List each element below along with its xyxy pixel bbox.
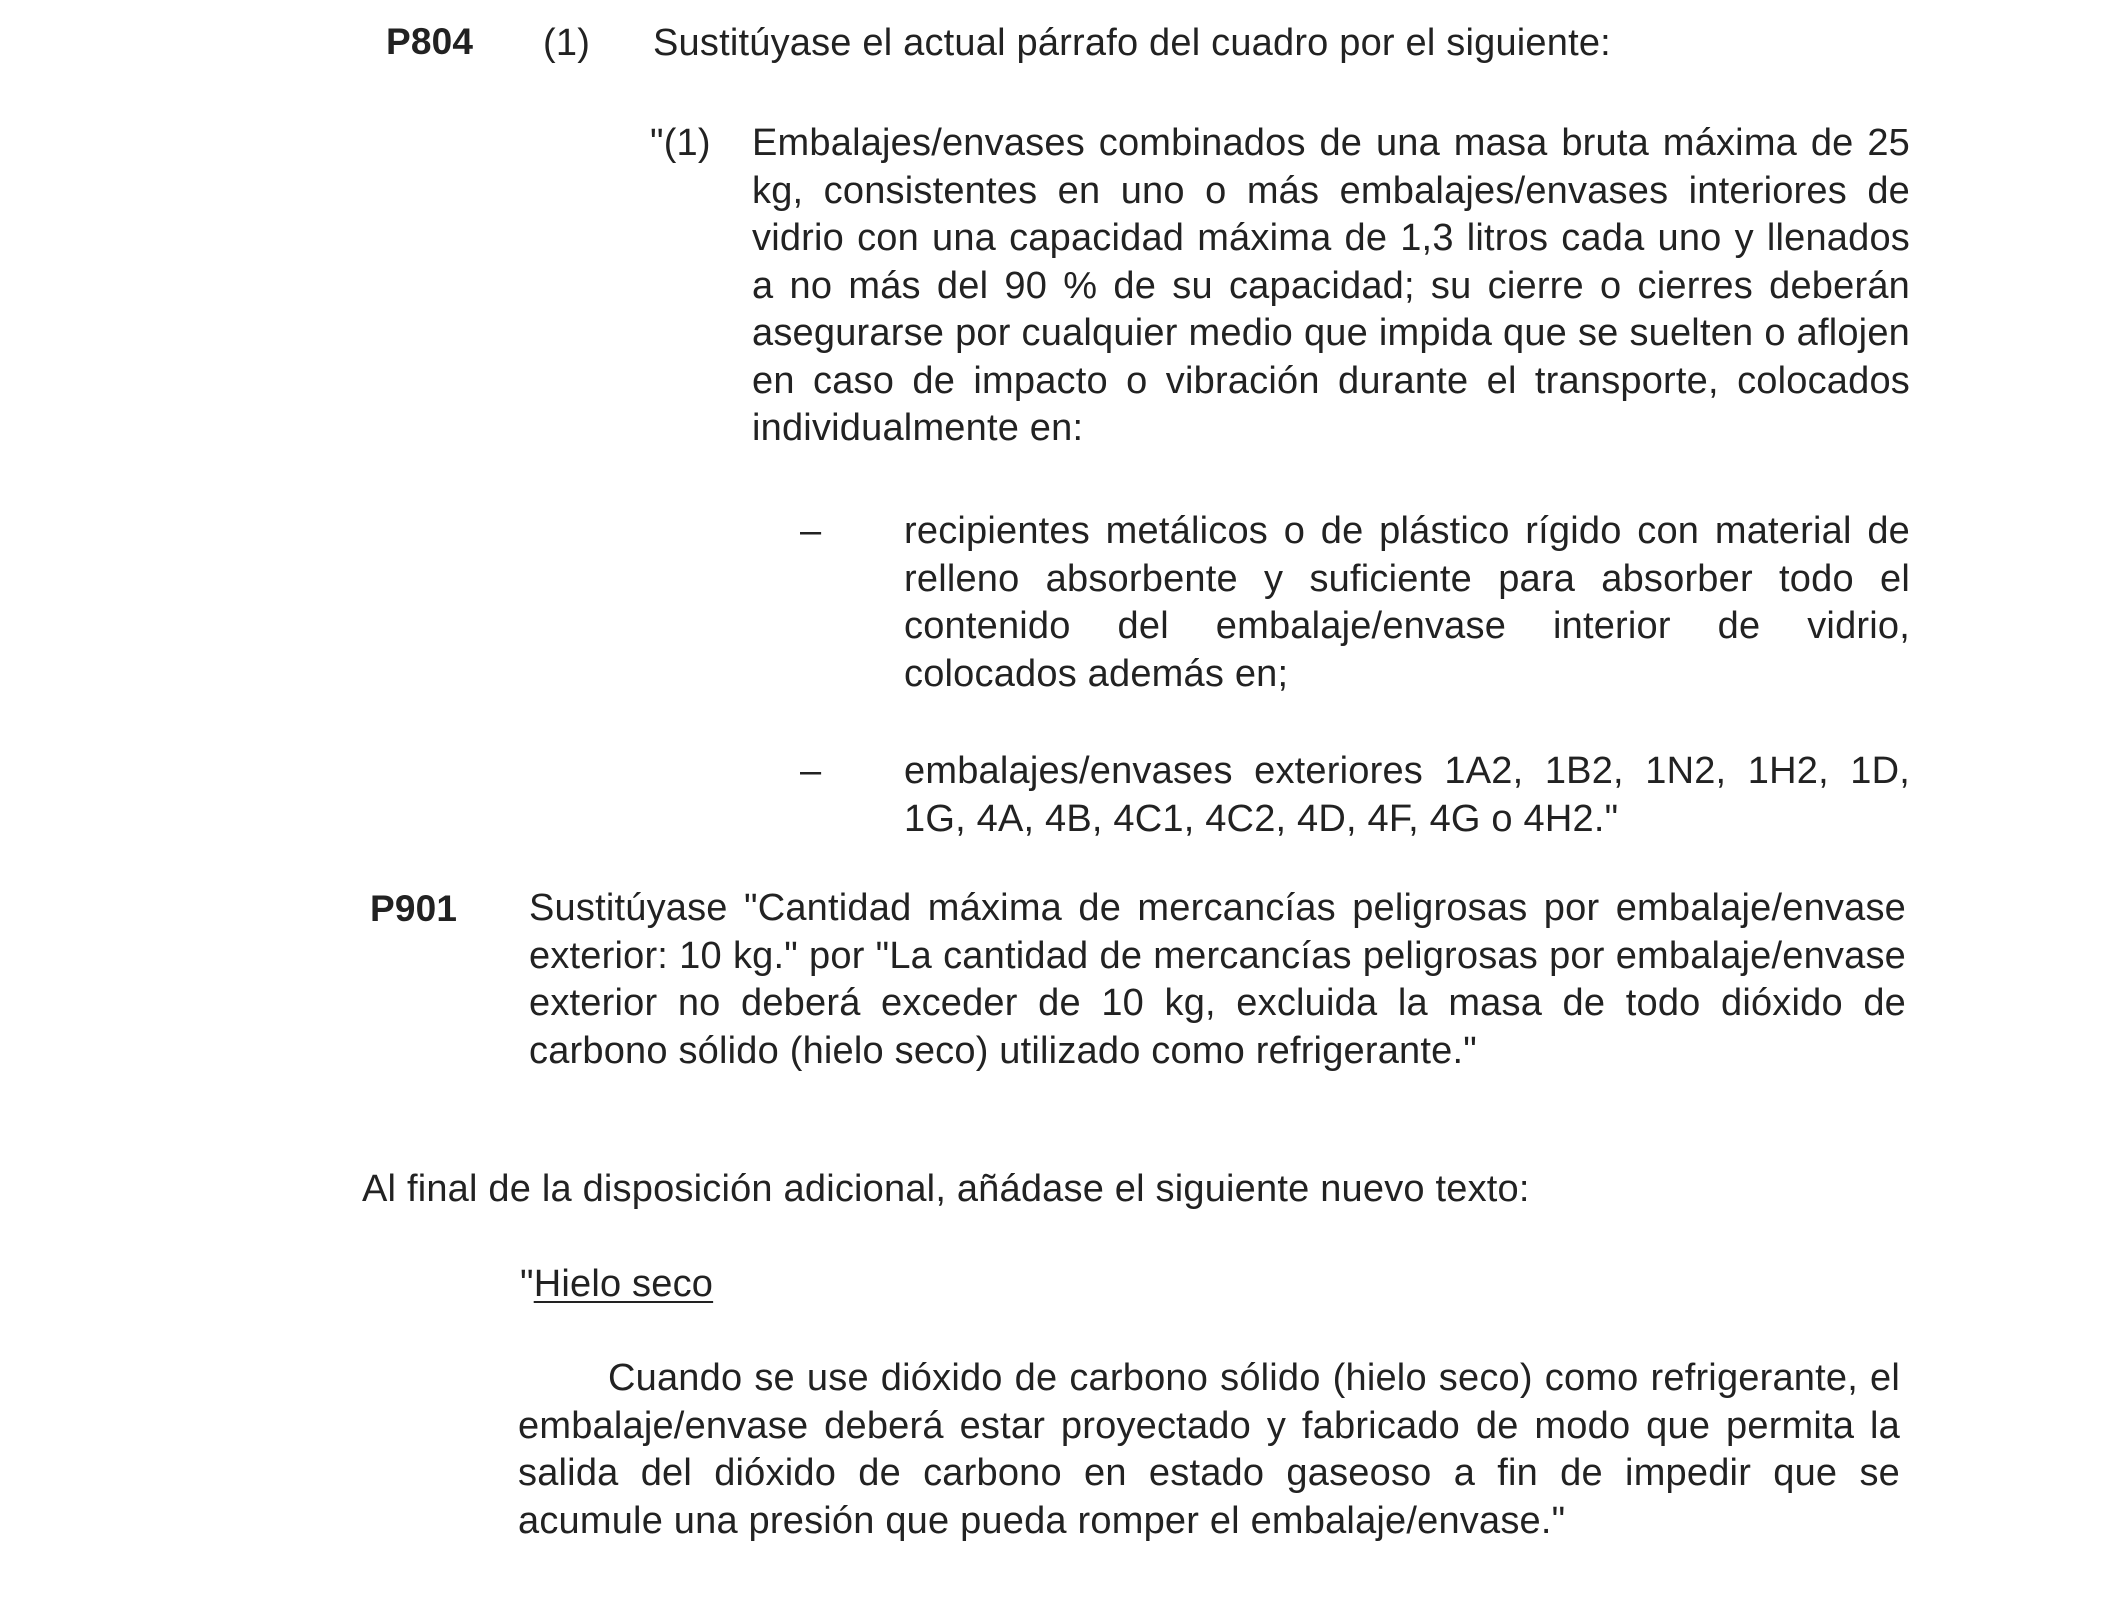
p804-marker: (1) xyxy=(543,22,591,64)
addition-heading-quote: " xyxy=(520,1263,534,1305)
p804-intro: Sustitúyase el actual párrafo del cuadro por el siguiente: xyxy=(653,22,1611,64)
p804-item-1-dash: – xyxy=(800,510,822,552)
addition-heading-text: Hielo seco xyxy=(533,1263,714,1305)
addition-intro: Al final de la disposición adicional, añádase el siguiente nuevo texto: xyxy=(362,1168,1530,1210)
addition-heading xyxy=(520,1261,713,1309)
p901-code: P901 xyxy=(370,888,458,929)
p804-item-1-text: recipientes metálicos o de plástico rígido con material de relleno absorbente y suficiente para absorber todo el contenido del embalaje/envase interior de vidrio, colocados además en; xyxy=(904,510,1910,695)
addition-body: Cuando se use dióxido de carbono sólido (hielo seco) como refrigerante, el embalaje/envase deberá estar proyectado y fabricado de modo que permita la salida del dióxido de carbono en estado gaseoso a fin de impedir que se acumule una presión que pueda romper el embalaje/envase." xyxy=(518,1357,1900,1542)
p804-item-2-text: embalajes/envases exteriores 1A2, 1B2, 1N2, 1H2, 1D, 1G, 4A, 4B, 4C1, 4C2, 4D, 4F, 4G o 4H2." xyxy=(904,750,1910,840)
p804-quote-paragraph: Embalajes/envases combinados de una masa bruta máxima de 25 kg, consistentes en uno o más embalajes/envases interiores de vidrio con una capacidad máxima de 1,3 litros cada uno y llenados a no más del 90 % de su capacidad; su cierre o cierres deberán asegurarse por cualquier medio que impida que se suelten o aflojen en caso de impacto o vibración durante el transporte, colocados individualmente en: xyxy=(752,122,1910,449)
p804-quote-marker: "(1) xyxy=(650,122,711,164)
p804-code: P804 xyxy=(386,21,474,62)
p804-item-2-dash: – xyxy=(800,750,822,792)
p901-paragraph: Sustitúyase "Cantidad máxima de mercancías peligrosas por embalaje/envase exterior: 10 kg." por "La cantidad de mercancías peligrosas por embalaje/envase exterior no deberá exceder de 10 kg, excluida la masa de todo dióxido de carbono sólido (hielo seco) utilizado como refrigerante." xyxy=(529,887,1906,1072)
